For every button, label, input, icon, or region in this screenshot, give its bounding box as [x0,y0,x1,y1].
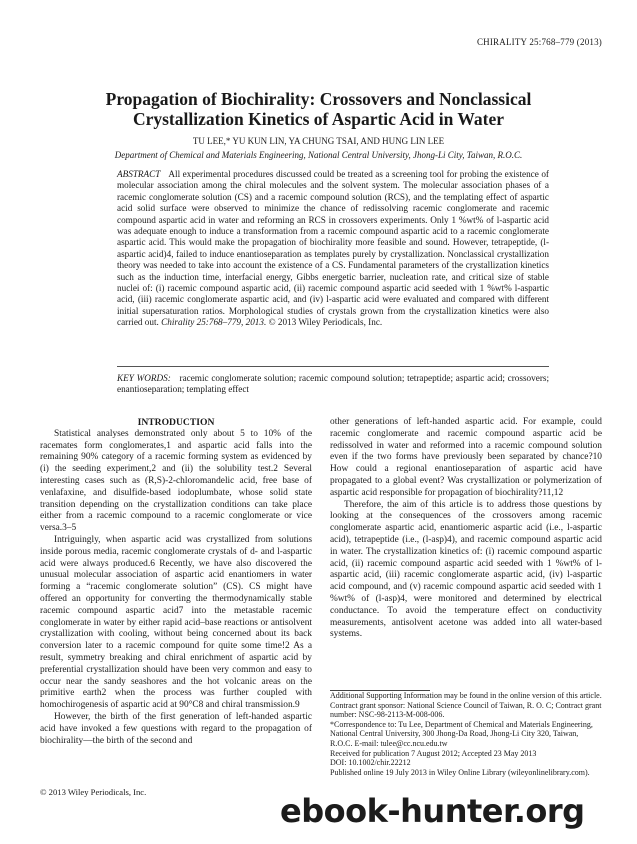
abstract-label: ABSTRACT [117,169,161,179]
footnotes [330,690,602,777]
abstract-text: All experimental procedures discussed could be treated as a screening tool for probing the existence of molecular association among the chiral molecules and the solvent system. The molecular association phases of a racemic conglomerate solution (CS) and a racemic compound solution (RCS), and the templating effect of aspartic acid solid surface were observed to minimize the chance of redissolving racemic conglomerate and racemic compound aspartic acid in water and reforming an RCS in crossovers experiments. Only 1 %wt% of l-aspartic acid was adequate enough to induce a transformation from a racemic compound aspartic acid to a racemic conglomerate aspartic acid. This would make the propagation of biochirality more feasible and sound. However, tetrapeptide, (l-aspartic acid)4, failed to induce enantioseparation as templates purely by crystallization. Nonclassical crystallization theory was needed to take into account the existence of a CS. Fundamental parameters of the crystallization kinetics such as the induction time, interfacial energy, Gibbs energetic barrier, nucleation rate, and critical size of stable nuclei of: (i) racemic compound aspartic acid, (ii) racemic compound aspartic acid seeded with 1 %wt% l-aspartic acid, (iii) racemic conglomerate aspartic acid, and (iv) l-aspartic acid were evaluated and compared with different initial supersaturation ratios. Morphological studies of crystals grown from the crystallization kinetics were also carried out. [117,169,549,328]
left-column [40,417,312,747]
footnote: Published online 19 July 2013 in Wiley Online Library (wileyonlinelibrary.com). [330,767,590,777]
affiliation: Department of Chemical and Materials Engineering, National Central University, Jhong-Li City, Taiwan, R.O.C. [114,150,523,160]
keywords [117,373,549,396]
footnote: *Correspondence to: Tu Lee, Department of Chemical and Materials Engineering, National Central University, 300 Jhong-Da Road, Jhong-Li City 320, Taiwan, R.O.C. E-mail: tulee@cc.ncu.edu.tw [330,719,593,748]
journal-reference: CHIRALITY 25:768–779 (2013) [476,37,602,47]
keywords-label: KEY WORDS: [117,373,171,383]
abstract-citation: Chirality 25:768–779, 2013. [161,317,267,328]
keywords-text: racemic conglomerate solution; racemic compound solution; tetrapeptide; aspartic acid; crossovers; enantioseparation; templating effect [117,373,550,395]
footnote: Contract grant sponsor: National Science Council of Taiwan, R. O. C; Contract grant number: NSC-98-2113-M-008-006. [330,700,602,720]
footer-copyright: © 2013 Wiley Periodicals, Inc. [40,787,147,797]
article-title [40,89,597,129]
paragraph: Statistical analyses demonstrated only about 5 to 10% of the racemates form conglomerates,1 and aspartic acid falls into the remaining 90% category of a racemic forming system as evidenced by (i) the seeding experiment,2 and (ii) the solubility test.2 Several interesting cases such as (R,S)-2-chloromandelic acid, free base of venlafaxine, and disulfide-based iodoplumbate, whose solid state transition depending on the crystallization conditions can take place either from a racemic compound to a racemic conglomerate or vice versa.3–5 [40,428,312,534]
abstract-copyright: © 2013 Wiley Periodicals, Inc. [268,317,383,328]
abstract [117,169,549,329]
paragraph: other generations of left-handed aspartic acid. For example, could racemic conglomerate and racemic compound aspartic acid be redissolved in water and reformed into a racemic compound solution even if the two forms have previously been separated by chance?10 How could a regional enantioseparation of aspartic acid have propagated to a global event? Was crystallization or polymerization of aspartic acid responsible for propagation of biochirality?11,12 [330,417,602,498]
paragraph: However, the birth of the first generation of left-handed aspartic acid have invoked a few questions with regard to the propagation of biochirality—the birth of the second and [40,711,312,746]
section-heading: INTRODUCTION [137,417,215,428]
watermark: ebook-hunter.org [280,792,585,830]
right-column [330,417,602,641]
paragraph: Intriguingly, when aspartic acid was crystallized from solutions inside porous media, racemic conglomerate crystals of d- and l-aspartic acid were always produced.6 Recently, we have also discovered the unusual molecular association of aspartic acid enantiomers in water forming a “racemic conglomerate solution” (CS). CS might have offered an opportunity for converting the thermodynamically stable racemic compound aspartic acid7 into the metastable racemic conglomerate in water by either rapid acid–base reactions or antisolvent crystallization with cooling, without being concerned about its back conversion later to a racemic compound for quite some time!2 As a result, symmetry breaking and chiral enrichment of aspartic acid by preferential crystallization should have been very common and easy to occur near the sandy seashores and the hot volcanic areas on the primitive earth2 when the process was further coupled with homochirogenesis of aspartic acid at 90°C8 and chiral transmission.9 [40,534,312,711]
footnote: DOI: 10.1002/chir.22212 [330,758,411,768]
title-line-2: Crystallization Kinetics of Aspartic Acid in Water [132,109,505,129]
abstract-divider [117,366,549,367]
title-line-1: Propagation of Biochirality: Crossovers and Nonclassical [105,89,532,109]
paragraph: Therefore, the aim of this article is to address those questions by looking at the consequences of the crossovers among racemic conglomerate aspartic acid, enantiomeric aspartic acid (i.e., l-aspartic acid), tetrapeptide (i.e., (l-asp)4), and racemic compound aspartic acid in water. The crystallization kinetics of: (i) racemic compound aspartic acid, (ii) racemic compound aspartic acid seeded with 1 %wt% of l-aspartic acid, (iii) racemic conglomerate aspartic acid, (iv) l-aspartic acid compound, and (v) racemic compound aspartic acid seeded with 1 %wt% of (l-asp)4, were monitored and determined by electrical conductance. To avoid the temperature effect on conductivity measurements, antisolvent acetone was added into all water-based systems. [330,499,602,640]
author-list: TU LEE,* YU KUN LIN, YA CHUNG TSAI, AND HUNG LIN LEE [192,136,445,146]
footnote: Additional Supporting Information may be found in the online version of this article. [330,691,602,700]
footnote: Received for publication 7 August 2012; Accepted 23 May 2013 [330,748,537,758]
